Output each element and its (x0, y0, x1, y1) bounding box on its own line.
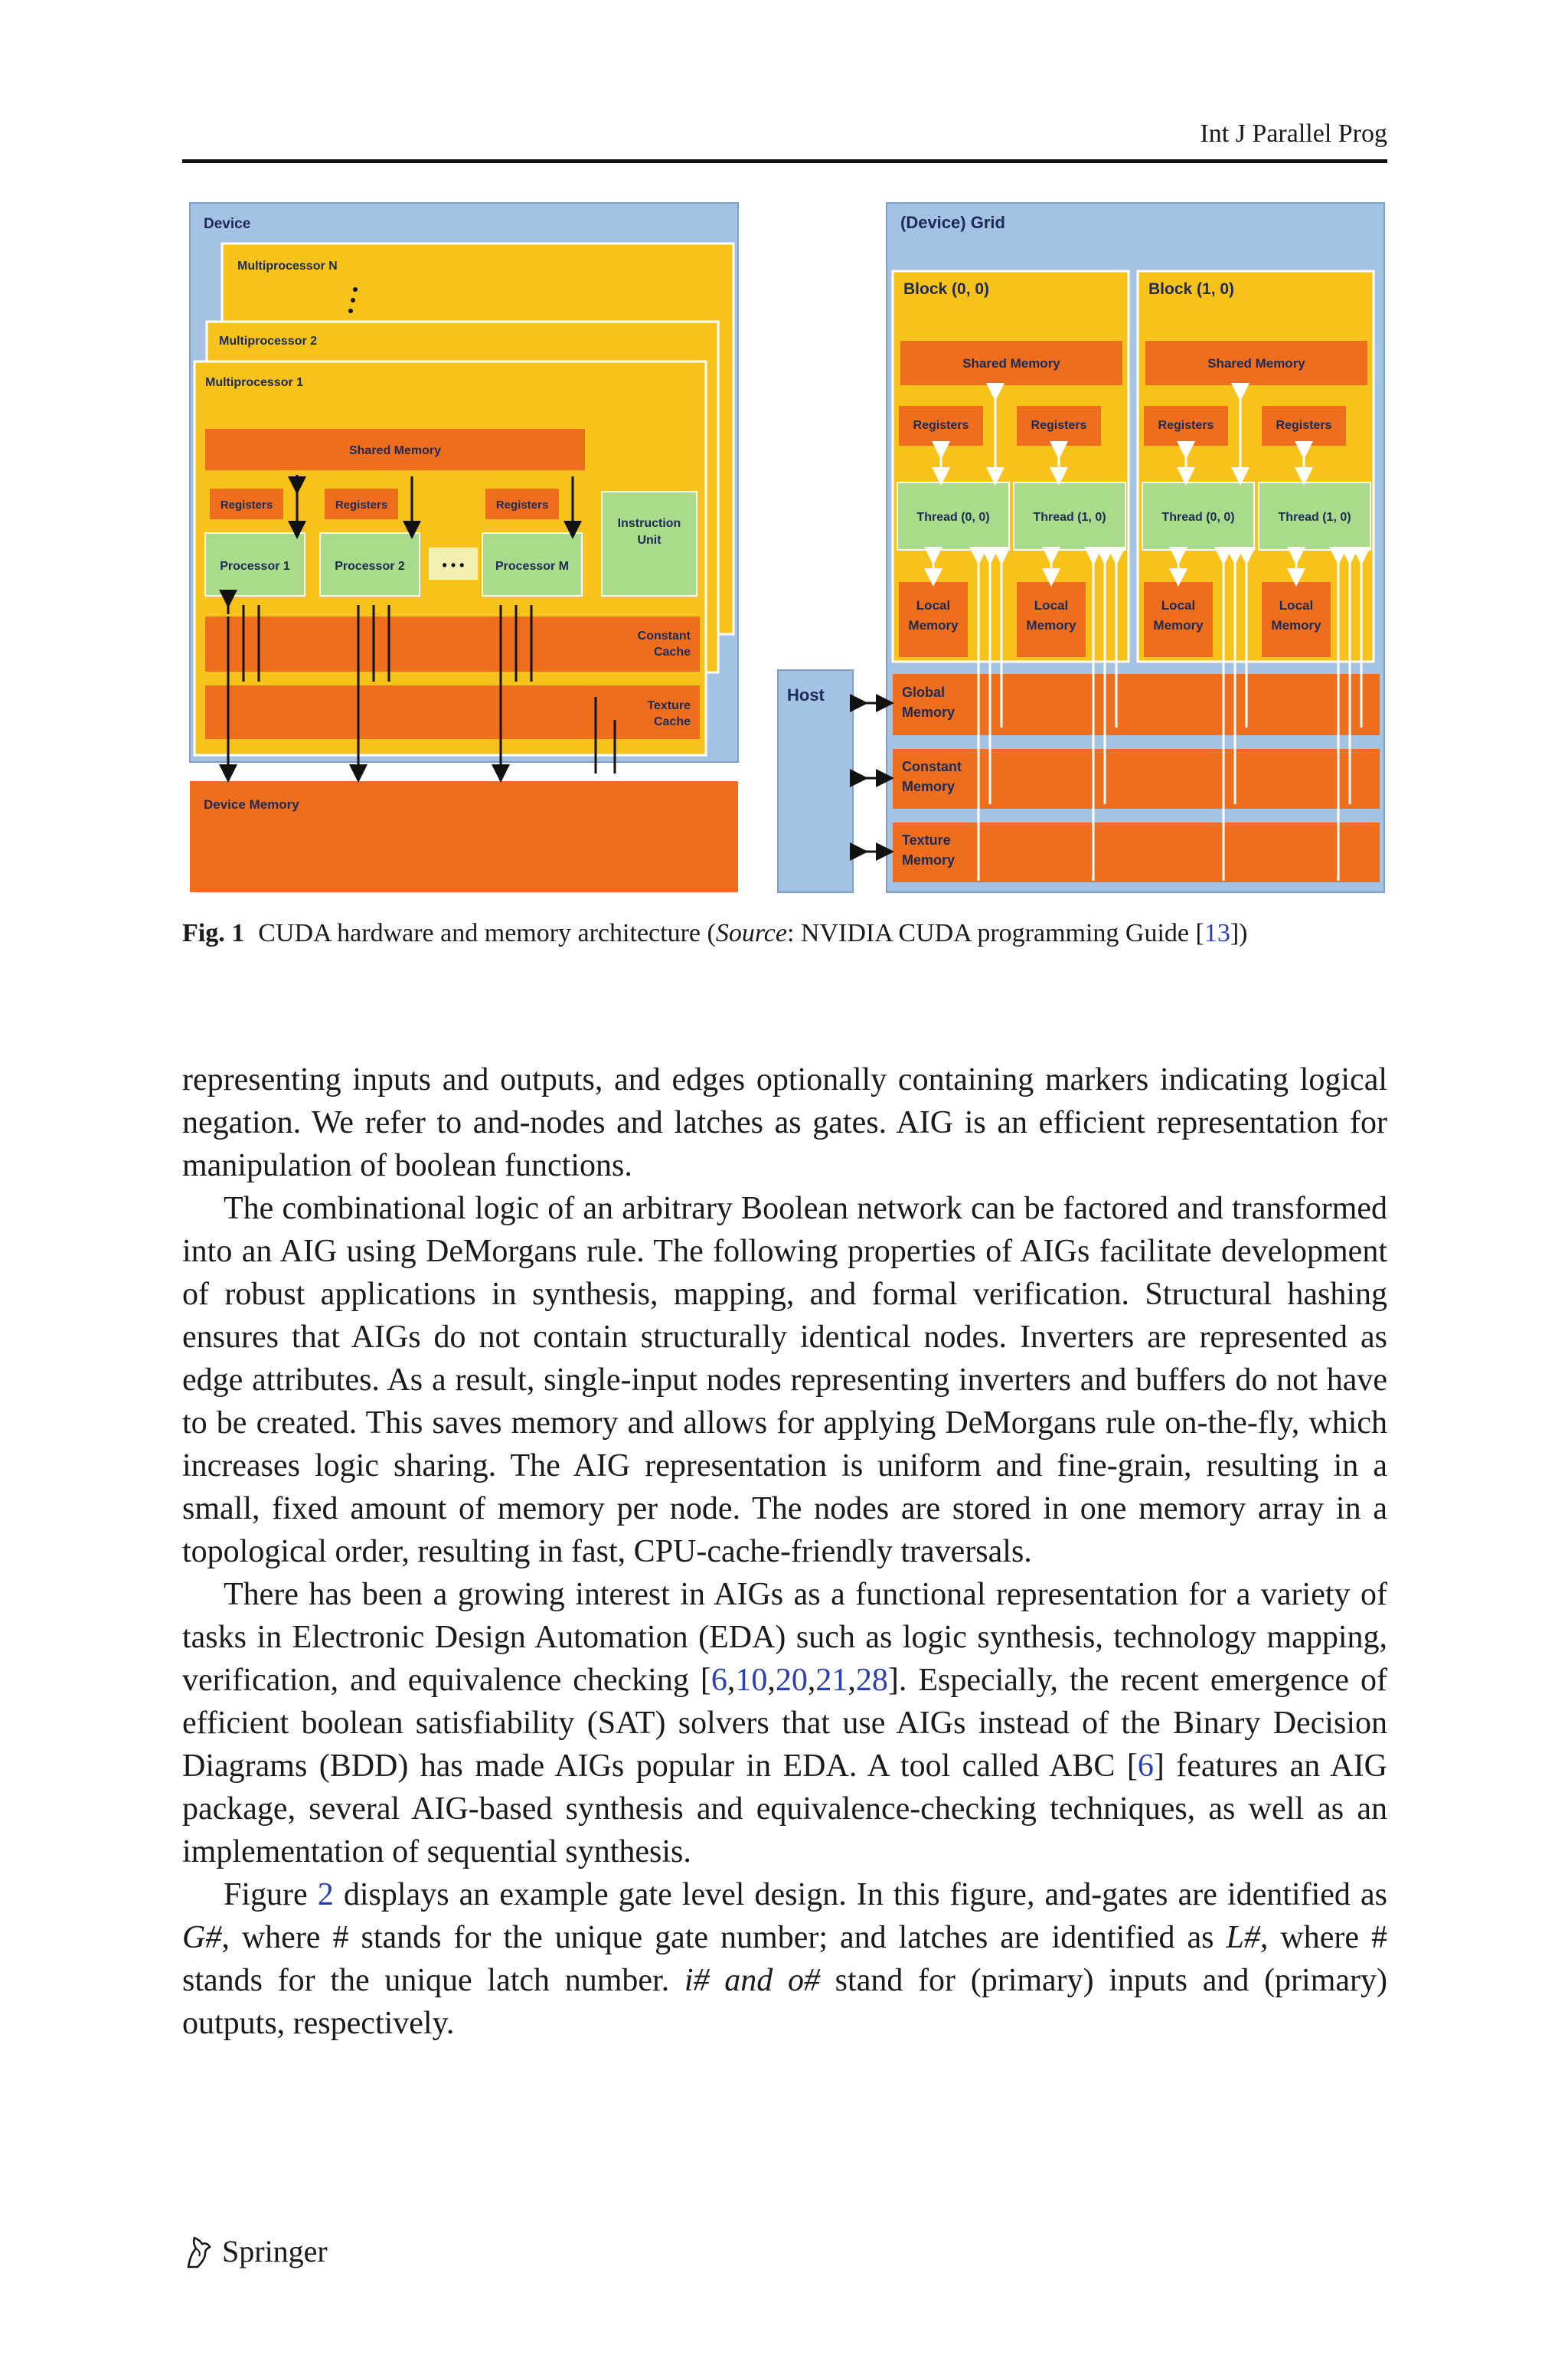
publisher-name: Springer (222, 2234, 328, 2268)
svg-text:Registers: Registers (913, 419, 969, 432)
svg-text:Memory: Memory (1271, 618, 1321, 633)
svg-text:Memory: Memory (1153, 618, 1204, 633)
block-10-label: Block (1, 0) (1148, 280, 1235, 298)
paragraph-1: representing inputs and outputs, and edges optionally containing markers indicating logical negation. We refer to and-nodes and latches as gates. AIG is an efficient representation for manipulation of boolean functions. (182, 1062, 1387, 1183)
svg-text:Registers: Registers (220, 499, 273, 512)
grid-diagram (778, 203, 1384, 892)
svg-text:• • •: • • • (442, 558, 465, 573)
svg-text:Shared Memory: Shared Memory (1207, 356, 1305, 371)
svg-text:Texture: Texture (902, 832, 951, 848)
svg-text:Constant: Constant (637, 630, 691, 643)
body-text (182, 1058, 1387, 2045)
processor-1-label: Processor 1 (220, 560, 290, 573)
svg-text:Registers: Registers (1276, 419, 1332, 432)
device-label: Device (204, 216, 251, 232)
svg-text:Thread (1, 0): Thread (1, 0) (1278, 511, 1351, 524)
processor-m-label: Processor M (495, 560, 570, 573)
processor-2-label: Processor 2 (335, 560, 405, 573)
paragraph-4: Figure 2 displays an example gate level design. In this figure, and-gates are identified as G#, where # stands for the unique gate number; and latches are identified as L#, where # stands for the unique latch number. i# and o# stand for (primary) inputs and (primary) outputs, respectively. (182, 1877, 1387, 2041)
svg-text:Local: Local (1279, 598, 1314, 613)
svg-text:Registers: Registers (1031, 419, 1087, 432)
header-rule (182, 159, 1387, 163)
svg-text:Local: Local (1161, 598, 1196, 613)
svg-text:Shared Memory: Shared Memory (962, 356, 1060, 371)
device-shared-memory-label: Shared Memory (348, 444, 442, 457)
multiprocessor-1-label: Multiprocessor 1 (205, 376, 304, 389)
citation-link[interactable]: 6 (710, 1663, 727, 1698)
host-label: Host (787, 685, 825, 705)
citation-link[interactable]: 21 (815, 1663, 848, 1698)
svg-text:Registers: Registers (495, 499, 549, 512)
svg-text:Local: Local (1034, 598, 1069, 613)
svg-text:Cache: Cache (653, 646, 691, 659)
svg-text:Thread (0, 0): Thread (0, 0) (916, 511, 990, 524)
grid-label: (Device) Grid (900, 213, 1005, 232)
paragraph-2: The combinational logic of an arbitrary Boolean network can be factored and transformed into an AIG using DeMorgans rule. The following properties of AIGs facilitate development of robust applications in synthesis, mapping, and formal verification. Structural hashing ensures that AIGs do not contain structurally identical nodes. Inverters are represented as edge attributes. As a result, single-input nodes representing inverters and buffers do not have to be created. This saves memory and allows for applying DeMorgans rule on-the-fly, which increases logic sharing. The AIG representation is uniform and fine-grain, resulting in a small, fixed amount of memory per node. The nodes are stored in one memory array in a topological order, resulting in fast, CPU-cache-friendly traversals. (182, 1191, 1387, 1569)
device-diagram (190, 203, 738, 892)
citation-link[interactable]: 13 (1204, 919, 1230, 947)
publisher-footer (182, 2229, 328, 2275)
svg-text:Instruction: Instruction (617, 517, 681, 530)
svg-text:Constant: Constant (902, 759, 962, 774)
citation-link[interactable]: 28 (855, 1663, 888, 1698)
svg-text:Local: Local (916, 598, 951, 613)
citation-link[interactable]: 10 (735, 1663, 768, 1698)
svg-text:Memory: Memory (902, 779, 956, 794)
svg-text:Registers: Registers (1158, 419, 1214, 432)
multiprocessor-n-label: Multiprocessor N (237, 260, 338, 273)
springer-horse-icon (182, 2233, 214, 2270)
figure-label: Fig. 1 (182, 919, 245, 947)
svg-text:Memory: Memory (908, 618, 959, 633)
block-00-label: Block (0, 0) (903, 280, 990, 298)
figure-cuda-architecture (182, 191, 1387, 904)
paragraph-3: There has been a growing interest in AIGs as a functional representation for a variety of tasks in Electronic Design Automation (EDA) such as logic synthesis, technology mapping, verification, and equivalence checking [6,10,20,21,28]. Especially, the recent emergence of efficient boolean satisfiability (SAT) solvers that use AIGs instead of the Binary Decision Diagrams (BDD) has made AIGs popular in EDA. A tool called ABC [6] features an AIG package, several AIG-based synthesis and equivalence-checking techniques, as well as an implementation of sequential synthesis. (182, 1577, 1388, 1869)
svg-text:Memory: Memory (902, 852, 956, 868)
multiprocessor-2-label: Multiprocessor 2 (219, 335, 318, 348)
svg-text:Texture: Texture (647, 699, 691, 712)
citation-link[interactable]: 20 (775, 1663, 808, 1698)
svg-text:Global: Global (902, 685, 946, 700)
svg-text:Registers: Registers (335, 499, 388, 512)
figure-caption: Fig. 1 CUDA hardware and memory architecture (Source: NVIDIA CUDA programming Guide [13]) (182, 919, 1248, 947)
running-head: Int J Parallel Prog (1200, 119, 1387, 148)
svg-text:Thread (0, 0): Thread (0, 0) (1161, 511, 1235, 524)
svg-text:Memory: Memory (902, 705, 956, 720)
svg-text:Unit: Unit (637, 534, 662, 547)
figure-link[interactable]: 2 (317, 1877, 334, 1912)
device-memory-label: Device Memory (204, 797, 299, 812)
citation-link[interactable]: 6 (1137, 1748, 1154, 1784)
svg-text:Thread (1, 0): Thread (1, 0) (1033, 511, 1106, 524)
svg-text:Memory: Memory (1026, 618, 1076, 633)
svg-text:Cache: Cache (653, 715, 691, 728)
